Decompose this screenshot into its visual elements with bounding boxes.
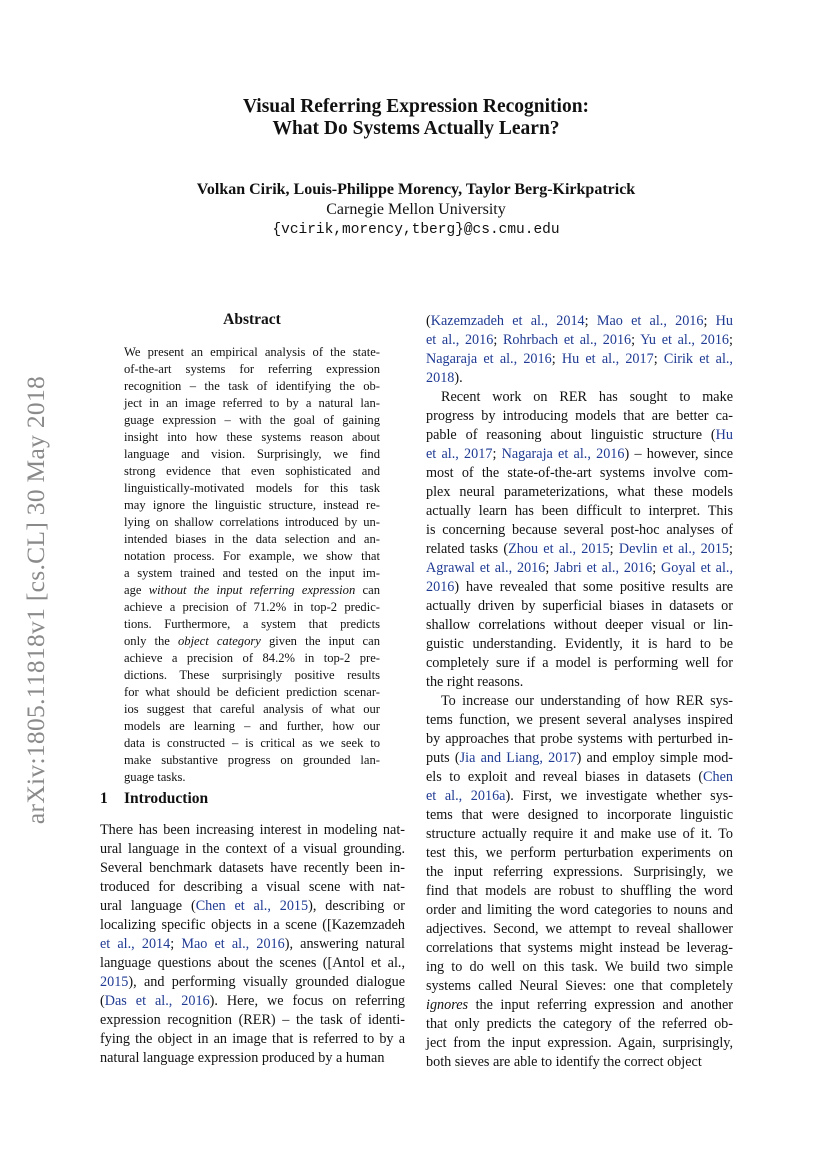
abstract-line: for what should be deficient prediction scenar- xyxy=(124,685,380,699)
paragraph-line: et al., 2014; Mao et al., 2016), answering natural xyxy=(100,936,405,952)
citation-link[interactable]: Rohrbach et al., 2016 xyxy=(502,332,632,348)
paragraph-line: Recent work on RER has sought to make xyxy=(441,389,733,405)
paragraph-line: (Das et al., 2016). Here, we focus on referring xyxy=(100,993,406,1009)
paragraph-line: ject from the input expression. Again, surprisingly, xyxy=(426,1035,733,1051)
paragraph-line: is concerning because several post-hoc analyses of xyxy=(426,522,733,538)
paragraph-line: language questions about the scenes ([Antol et al., xyxy=(100,955,405,971)
citation-link[interactable]: Chen xyxy=(703,769,733,785)
abstract-line: make substantive progress on grounded lan- xyxy=(124,753,380,767)
abstract-line: We present an empirical analysis of the state- xyxy=(124,345,380,359)
emphasis: object category xyxy=(177,634,261,648)
abstract-line: may ignore the linguistic structure, instead re- xyxy=(124,498,380,512)
citation-link[interactable]: Yu et al., 2016 xyxy=(640,332,730,348)
paragraph-line: els to exploit and reveal biases in datasets (Chen xyxy=(426,769,733,785)
paragraph-line: ing to do well on this task. We build two simple xyxy=(426,959,733,975)
affiliation: Carnegie Mellon University xyxy=(326,201,506,218)
paragraph-line: natural language expression produced by a human xyxy=(100,1050,385,1066)
citation-link[interactable]: Agrawal et al., 2016 xyxy=(426,560,546,576)
abstract-line: lying on shallow correlations introduced by un- xyxy=(124,515,380,529)
paragraph-line: To increase our understanding of how RER sys- xyxy=(441,693,733,709)
paragraph-line: test this, we perform perturbation experiments on xyxy=(426,845,733,861)
citation-link[interactable]: Hu et al., 2017 xyxy=(561,351,654,367)
abstract-line: intended biases in the data selection and an- xyxy=(124,532,380,546)
abstract-line: age without the input referring expression can xyxy=(124,583,381,597)
citation-link[interactable]: Kazemzadeh et al., 2014 xyxy=(430,313,585,329)
paragraph-line: Several benchmark datasets have recently been in- xyxy=(100,860,405,876)
paragraph-line: tems function, we present several analyses inspired xyxy=(426,712,733,728)
paragraph-line: expression recognition (RER) – the task of identi- xyxy=(100,1012,405,1028)
abstract-line: linguistically-motivated models for this task xyxy=(124,481,380,495)
citation-link[interactable]: Hu xyxy=(715,313,734,329)
paragraph-line: et al., 2016; Rohrbach et al., 2016; Yu et al., 2016; xyxy=(426,332,733,348)
paragraph-line: localizing specific objects in a scene ([Kazemzadeh xyxy=(100,917,405,933)
paragraph-line: tems that were designed to incorporate linguistic xyxy=(426,807,733,823)
abstract-line: notation process. For example, we show that xyxy=(124,549,380,563)
section-heading-introduction xyxy=(100,790,208,808)
paragraph-line: progress by introducing models that are better ca- xyxy=(426,408,733,424)
author-email: {vcirik,morency,tberg}@cs.cmu.edu xyxy=(272,222,560,238)
citation-link[interactable]: Chen et al., 2015 xyxy=(195,898,309,914)
abstract-body xyxy=(124,344,380,786)
citation-link[interactable]: Jabri et al., 2016 xyxy=(554,560,653,576)
paragraph-line: pable of reasoning about linguistic structure (Hu xyxy=(426,427,733,443)
paragraph-line: ural language in the context of a visual grounding. xyxy=(100,841,405,857)
paragraph-line: fying the object in an image that is referred to by a xyxy=(100,1031,405,1047)
abstract-line: tions. Furthermore, a system that predicts xyxy=(124,617,380,631)
author-block xyxy=(100,180,732,240)
paragraph-line: ural language (Chen et al., 2015), describing or xyxy=(100,898,405,914)
abstract-line: insight into how these systems reason about xyxy=(124,430,380,444)
arxiv-identifier: arXiv:1805.11818v1 [cs.CL] 30 May 2018 xyxy=(21,375,50,825)
paragraph-line: shallow correlations without deeper visual or lin- xyxy=(426,617,733,633)
citation-link[interactable]: Nagaraja et al., 2016 xyxy=(501,446,625,462)
paragraph-line: the right reasons. xyxy=(426,674,524,690)
introduction-body xyxy=(100,821,405,1068)
citation-link[interactable]: Das et al., 2016 xyxy=(104,993,210,1009)
paragraph-line: troduced for describing a visual scene with nat- xyxy=(100,879,405,895)
right-column-body xyxy=(426,312,733,1072)
abstract-line: guage expression – with the goal of gaining xyxy=(124,413,380,427)
citation-link[interactable]: 2016 xyxy=(426,579,455,595)
abstract-line: achieve a precision of 84.2% in top-2 pre- xyxy=(124,651,380,665)
abstract-line: guage tasks. xyxy=(124,770,186,784)
citation-link[interactable]: et al., 2014 xyxy=(100,936,171,952)
paragraph-line: adjectives. Second, we attempt to reveal shallower xyxy=(426,921,733,937)
citation-link[interactable]: 2018 xyxy=(426,370,455,386)
paragraph-line: actually driven by superficial biases in datasets or xyxy=(426,598,733,614)
paper-title xyxy=(100,96,732,140)
paragraph-line: (Kazemzadeh et al., 2014; Mao et al., 2016; Hu xyxy=(426,313,734,329)
paragraph-line: actually learn has been difficult to interpret. This xyxy=(426,503,733,519)
abstract-line: dictions. These surprisingly positive results xyxy=(124,668,380,682)
citation-link[interactable]: Cirik et al., xyxy=(663,351,733,367)
paragraph-line: find that models are robust to shuffling the word xyxy=(426,883,733,899)
paragraph-line: structure actually require it and make use of it. To xyxy=(426,826,733,842)
author-names: Volkan Cirik, Louis-Philippe Morency, Taylor Berg-Kirkpatrick xyxy=(196,181,636,198)
citation-link[interactable]: Jia and Liang, 2017 xyxy=(459,750,577,766)
abstract-line: of-the-art systems for referring expression xyxy=(124,362,380,376)
paragraph-line: 2018). xyxy=(426,370,463,386)
abstract-line: ject in an image referred to by a natural lan- xyxy=(124,396,380,410)
paragraph-line: correlations that systems might instead be leverag- xyxy=(426,940,733,956)
section-number: 1 xyxy=(100,790,108,807)
paragraph-line: et al., 2016a). First, we investigate whether sys- xyxy=(426,788,733,804)
abstract-line: models are learning – and further, how our xyxy=(124,719,380,733)
paragraph-line: 2015), and performing visually grounded dialogue xyxy=(100,974,405,990)
paragraph-line: Nagaraja et al., 2016; Hu et al., 2017; Cirik et al., xyxy=(426,351,733,367)
citation-link[interactable]: et al., 2016 xyxy=(426,332,494,348)
citation-link[interactable]: 2015 xyxy=(100,974,129,990)
abstract-line: data is constructed – is critical as we seek to xyxy=(124,736,380,750)
citation-link[interactable]: Hu xyxy=(715,427,733,443)
paragraph-line: order and limiting the word categories to nouns and xyxy=(426,902,733,918)
citation-link[interactable]: et al., 2017 xyxy=(426,446,493,462)
abstract-line: achieve a precision of 71.2% in top-2 predic- xyxy=(124,600,380,614)
citation-link[interactable]: et al., 2016a xyxy=(426,788,506,804)
paragraph-line: ignores the input referring expression and another xyxy=(426,997,733,1013)
title-line-1: Visual Referring Expression Recognition: xyxy=(242,96,590,117)
emphasis: ignores xyxy=(426,997,469,1013)
paragraph-line: by approaches that probe systems with perturbed in- xyxy=(426,731,733,747)
abstract-line: ios suggest that careful analysis of what our xyxy=(124,702,380,716)
abstract-line: language and vision. Surprisingly, we find xyxy=(124,447,380,461)
abstract-line: recognition – the task of identifying the ob- xyxy=(124,379,380,393)
citation-link[interactable]: Zhou et al., 2015 xyxy=(508,541,610,557)
title-line-2: What Do Systems Actually Learn? xyxy=(272,118,560,139)
paragraph-line: the input referring expressions. Surprisingly, we xyxy=(426,864,733,880)
citation-link[interactable]: Mao et al., 2016 xyxy=(596,313,704,329)
emphasis: without the input referring expression xyxy=(148,583,356,597)
paragraph-line: systems called Neural Sieves: one that completely xyxy=(426,978,733,994)
paragraph-line: guistic understanding. Evidently, it is hard to be xyxy=(426,636,733,652)
citation-link[interactable]: Devlin et al., 2015 xyxy=(618,541,730,557)
citation-link[interactable]: Mao et al., 2016 xyxy=(181,936,285,952)
paragraph-line: both sieves are able to identify the correct object xyxy=(426,1054,702,1070)
abstract-line: a system trained and tested on the input im- xyxy=(124,566,380,580)
paragraph-line: related tasks (Zhou et al., 2015; Devlin et al., 2015; xyxy=(426,541,733,557)
paragraph-line: There has been increasing interest in modeling nat- xyxy=(100,822,405,838)
paragraph-line: Agrawal et al., 2016; Jabri et al., 2016; Goyal et al., xyxy=(426,560,733,576)
paragraph-line: most of the state-of-the-art systems involve com- xyxy=(426,465,733,481)
abstract-line: only the object category given the input can xyxy=(124,634,381,648)
paragraph-line: that only predicts the category of the referred ob- xyxy=(426,1016,733,1032)
paragraph-line: plex neural parameterizations, what these models xyxy=(426,484,733,500)
citation-link[interactable]: Goyal et al., xyxy=(661,560,733,576)
paragraph-line: completely sure if a model is performing well for xyxy=(426,655,733,671)
citation-link[interactable]: Nagaraja et al., 2016 xyxy=(426,351,552,367)
abstract-heading: Abstract xyxy=(223,311,281,328)
paragraph-line: puts (Jia and Liang, 2017) and employ simple mod- xyxy=(426,750,734,766)
paragraph-line: 2016) have revealed that some positive results are xyxy=(426,579,733,595)
section-title: Introduction xyxy=(124,790,209,807)
abstract-line: strong evidence that even sophisticated and xyxy=(124,464,380,478)
paragraph-line: et al., 2017; Nagaraja et al., 2016) – however, since xyxy=(426,446,733,462)
